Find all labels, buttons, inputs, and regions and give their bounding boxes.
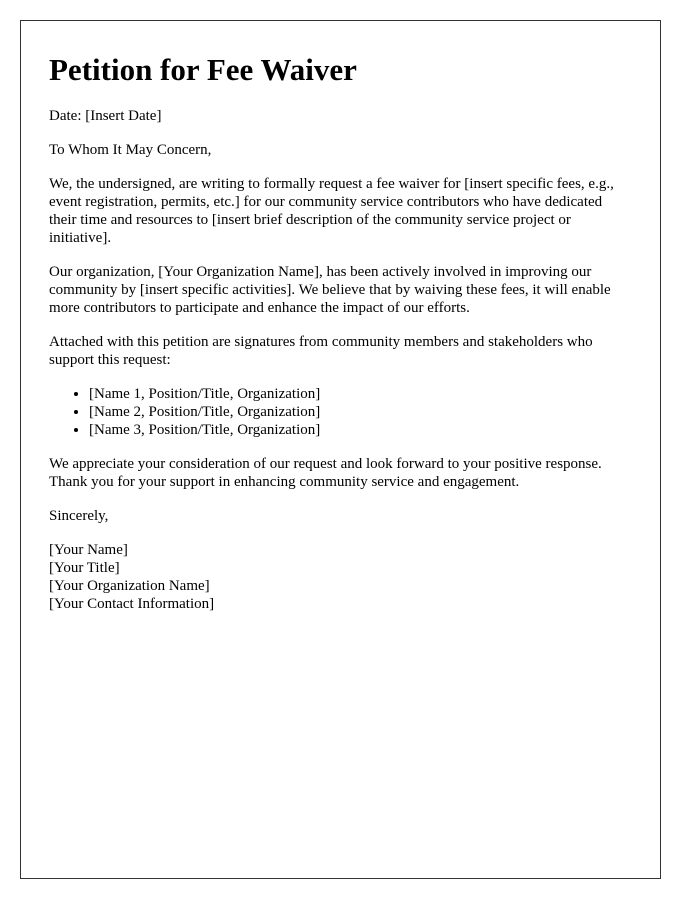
signatory-list	[49, 385, 632, 439]
signature-organization: [Your Organization Name]	[49, 578, 210, 595]
salutation: To Whom It May Concern,	[49, 142, 212, 159]
letter-page	[20, 20, 661, 879]
request-paragraph: We, the undersigned, are writing to formally request a fee waiver for [insert specific fees, e.g., event registration, permits, etc.] for our community service contributors who have dedicated their time and resources to [insert brief description of the community service project or initiative].	[49, 176, 614, 247]
signature-block	[49, 541, 632, 613]
list-item: • [Name 3, Position/Title, Organization]	[89, 421, 632, 439]
signature-title: [Your Title]	[49, 560, 120, 577]
signatures-intro-paragraph: Attached with this petition are signatures from community members and stakeholders who support this request:	[49, 334, 593, 369]
date-line: Date: [Insert Date]	[49, 108, 162, 125]
sign-off: Sincerely,	[49, 508, 109, 525]
page-title: Petition for Fee Waiver	[49, 52, 357, 87]
organization-paragraph: Our organization, [Your Organization Name], has been actively involved in improving our community by [insert specific activities]. We believe that by waiving these fees, it will enable more contributors to participate and enhance the impact of our efforts.	[49, 264, 611, 317]
list-item: • [Name 1, Position/Title, Organization]	[89, 385, 632, 403]
closing-paragraph: We appreciate your consideration of our request and look forward to your positive response. Thank you for your support in enhancing community service and engagement.	[49, 456, 602, 491]
signature-name: [Your Name]	[49, 542, 128, 559]
signature-contact: [Your Contact Information]	[49, 596, 215, 613]
list-item: • [Name 2, Position/Title, Organization]	[89, 403, 632, 421]
